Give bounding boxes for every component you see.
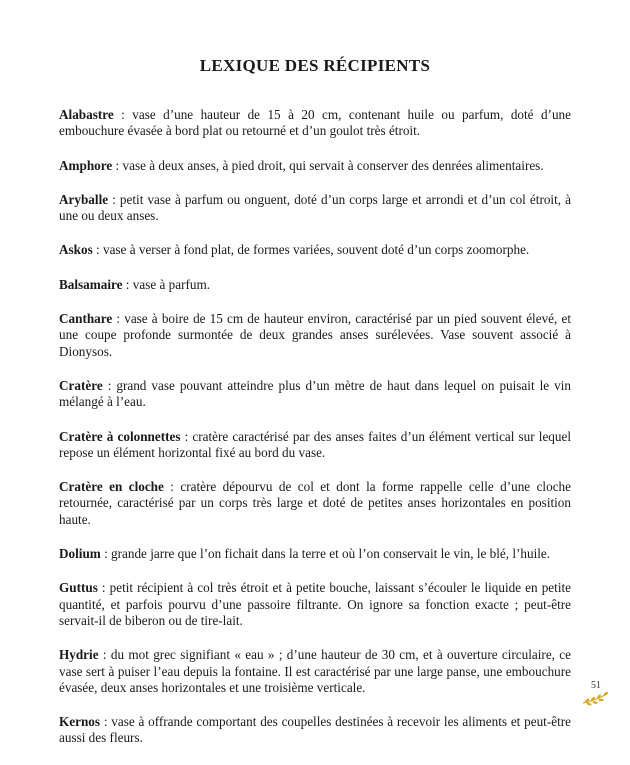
glossary-term: Cratère — [59, 377, 103, 393]
glossary-entry — [59, 479, 571, 528]
glossary-term: Kernos — [59, 714, 101, 730]
glossary-list — [59, 107, 571, 765]
glossary-entry — [59, 311, 571, 360]
glossary-entry — [59, 242, 571, 258]
glossary-definition: : grand vase pouvant atteindre plus d’un mètre de haut dans lequel on puisait le vin mélangé à l’eau. — [59, 377, 571, 410]
glossary-entry — [59, 429, 571, 462]
glossary-definition: : petit récipient à col très étroit et à petite bouche, laissant s’écouler le liquide en petite quantité, et parfois pourvu d’une passoire filtrante. On ignore sa fonction exacte ; peut-être servait-il de biberon ou de tire-lait. — [59, 580, 571, 628]
glossary-definition: : vase d’une hauteur de 15 à 20 cm, contenant huile ou parfum, doté d’une embouchure évasée à bord plat ou retourné et d’un goulot très étroit. — [59, 107, 571, 139]
glossary-definition: : vase à deux anses, à pied droit, qui servait à conserver des denrées alimentaires. — [112, 157, 544, 173]
glossary-entry — [59, 378, 571, 411]
glossary-definition: : du mot grec signifiant « eau » ; d’une hauteur de 30 cm, et à ouverture circulaire, ce vase sert à puiser l’eau depuis la fontaine. Il est caractérisé par une large panse, une embouchure évasée, deux anses horizontales et une troisième verticale. — [59, 647, 571, 695]
glossary-definition: : petit vase à parfum ou onguent, doté d’un corps large et arrondi et d’un col étroit, à une ou deux anses. — [59, 191, 571, 224]
glossary-entry — [59, 277, 571, 293]
glossary-definition: : vase à parfum. — [122, 276, 211, 292]
glossary-entry — [59, 580, 571, 629]
glossary-definition: : grande jarre que l’on fichait dans la terre et où l’on conservait le vin, le blé, l’huile. — [100, 546, 551, 562]
glossary-entry — [59, 158, 571, 174]
glossary-entry — [59, 714, 571, 747]
glossary-term: Balsamaire — [59, 276, 123, 292]
page-number: 51 — [591, 680, 601, 691]
glossary-definition: : vase à verser à fond plat, de formes variées, souvent doté d’un corps zoomorphe. — [92, 242, 530, 258]
glossary-term: Guttus — [59, 580, 98, 596]
glossary-term: Dolium — [59, 546, 101, 562]
glossary-entry — [59, 647, 571, 696]
glossary-term: Aryballe — [59, 191, 109, 207]
glossary-entry — [59, 192, 571, 225]
glossary-term: Hydrie — [59, 647, 99, 663]
glossary-term: Askos — [59, 242, 93, 258]
glossary-term: Canthare — [59, 311, 113, 327]
glossary-term: Cratère à colonnettes — [59, 428, 181, 444]
glossary-term: Cratère en cloche — [59, 479, 164, 495]
glossary-definition: : vase à offrande comportant des coupelles destinées à recevoir les aliments et peut-être aussi des fleurs. — [59, 714, 571, 746]
page-title: LEXIQUE DES RÉCIPIENTS — [199, 56, 431, 75]
glossary-definition: : cratère caractérisé par des anses faites d’un élément vertical sur lequel repose un élément horizontal fixé au bord du vase. — [59, 428, 571, 460]
glossary-entry — [59, 546, 571, 562]
glossary-definition: : cratère dépourvu de col et dont la forme rappelle celle d’une cloche retournée, caractérisé par un corps très large et doté de petites anses horizontales en position haute. — [59, 479, 571, 527]
glossary-definition: : vase à boire de 15 cm de hauteur environ, caractérisé par un pied souvent élevé, et une coupe profonde surmontée de deux grandes anses surélevées. Vase souvent associé à Dionysos. — [59, 311, 571, 359]
laurel-branch-icon — [580, 690, 610, 706]
glossary-term: Amphore — [59, 157, 113, 173]
glossary-entry — [59, 107, 571, 140]
glossary-term: Alabastre — [59, 107, 114, 122]
